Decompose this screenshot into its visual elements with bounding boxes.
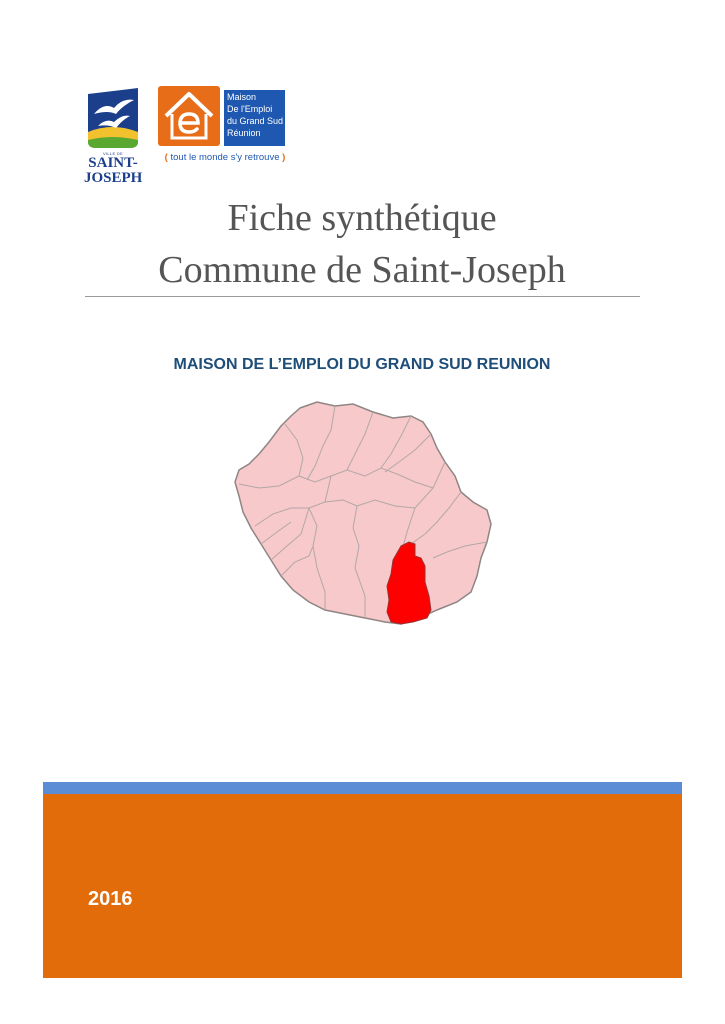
- logo-text-line1: SAINT-: [88, 155, 138, 171]
- tagline-text: tout le monde s'y retrouve: [167, 152, 283, 163]
- saint-joseph-logo: [84, 84, 142, 188]
- footer-blue-stripe: [43, 782, 682, 794]
- name-line: du Grand Sud: [227, 116, 284, 126]
- organization-subtitle: MAISON DE L’EMPLOI DU GRAND SUD REUNION: [173, 356, 551, 373]
- name-line: Réunion: [227, 128, 261, 138]
- title-line1: Fiche synthétique: [227, 197, 497, 239]
- logo-text-line2: JOSEPH: [84, 170, 143, 186]
- reunion-communes-map: [225, 396, 500, 636]
- tagline-close-paren: ): [282, 152, 286, 163]
- tagline-open-paren: (: [164, 152, 168, 163]
- document-year: 2016: [88, 888, 133, 910]
- maison-emploi-name: [227, 91, 285, 139]
- footer-orange-panel: [43, 794, 682, 978]
- saint-joseph-emblem-icon: [84, 84, 142, 150]
- title-divider: [85, 296, 640, 297]
- title-line2: Commune de Saint-Joseph: [158, 249, 566, 291]
- name-line: Maison: [227, 92, 257, 102]
- house-e-icon: [158, 86, 220, 146]
- page-title: [84, 192, 640, 296]
- logo-small-text: VILLE DE: [103, 151, 123, 156]
- maison-emploi-logo: [158, 86, 288, 172]
- name-line: De l'Emploi: [227, 104, 273, 114]
- maison-emploi-tagline: [158, 152, 292, 163]
